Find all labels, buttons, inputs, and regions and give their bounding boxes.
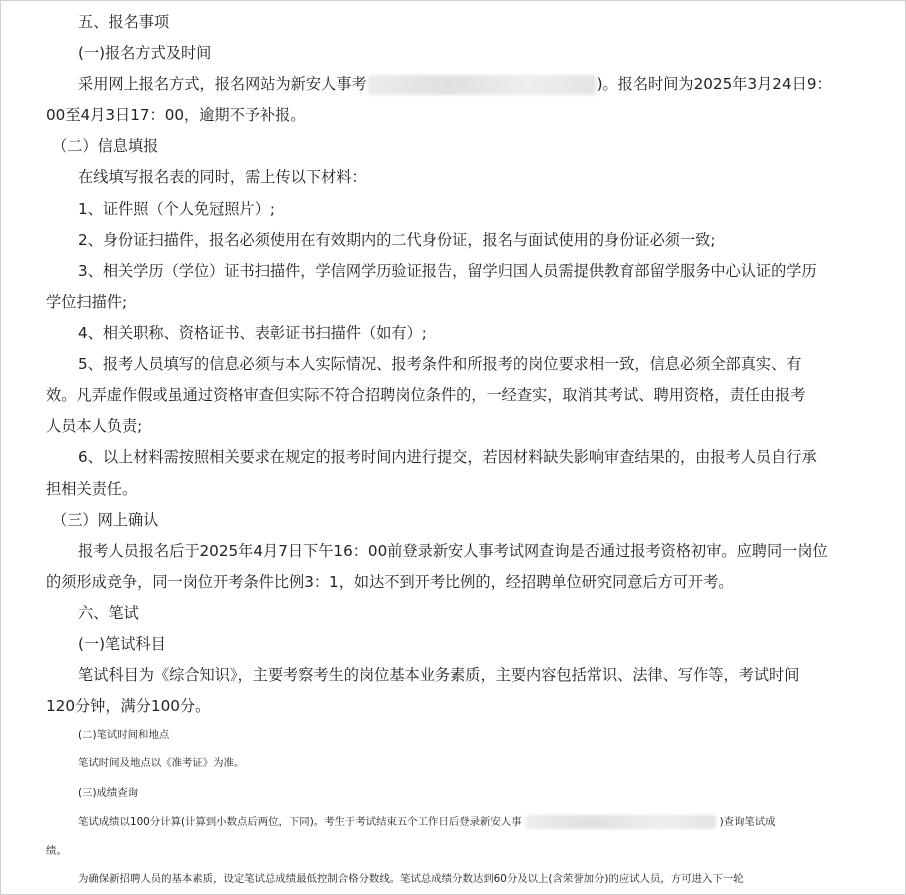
material-item-5-line-3: 人员本人负责; (46, 417, 143, 435)
material-item-6-line-1: 6、以上材料需按照相关要求在规定的报考时间内进行提交，若因材料缺失影响审查结果的，由报考人员自行承 (78, 448, 817, 466)
material-item-5-line-1: 5、报考人员填写的信息必须与本人实际情况、报考条件和所报考的岗位要求相一致，信息必须全部真实、有 (78, 355, 802, 373)
subheading-exam-time-place: (二)笔试时间和地点 (78, 729, 170, 741)
material-item-1: 1、证件照（个人免冠照片）; (78, 200, 276, 218)
redacted-url (368, 75, 596, 95)
confirm-paragraph-line-2: 的须形成竞争，同一岗位开考条件比例3：1，如达不到开考比例的，经招聘单位研究同意后方可开考。 (46, 573, 734, 591)
materials-intro: 在线填写报名表的同时，需上传以下材料： (78, 168, 367, 186)
score-query-line-2: 绩。 (46, 845, 67, 857)
material-item-3-line-2: 学位扫描件; (46, 293, 128, 311)
subheading-registration-method: (一)报名方式及时间 (78, 44, 212, 62)
subheading-info-fill: （二）信息填报 (52, 137, 159, 155)
material-item-6-line-2: 担相关责任。 (46, 480, 138, 498)
material-item-4: 4、相关职称、资格证书、表彰证书扫描件（如有）; (78, 324, 427, 342)
exam-subject-line-1: 笔试科目为《综合知识》，主要考察考生的岗位基本业务素质，主要内容包括常识、法律、写作等，考试时间 (78, 666, 800, 684)
registration-paragraph-line-1 (78, 72, 878, 96)
registration-paragraph-line-2: 00至4月3日17：00，逾期不予补报。 (46, 106, 306, 124)
score-query-line-1 (78, 814, 776, 830)
section-6-heading: 六、笔试 (78, 604, 139, 622)
redacted-url (526, 815, 716, 829)
subheading-online-confirm: （三）网上确认 (52, 511, 159, 529)
text-segment: )查询笔试成 (719, 816, 776, 828)
material-item-2: 2、身份证扫描件，报名必须使用在有效期内的二代身份证，报名与面试使用的身份证必须一致; (78, 231, 716, 249)
subheading-exam-subject: (一)笔试科目 (78, 635, 166, 653)
exam-subject-line-2: 120分钟，满分100分。 (46, 697, 211, 715)
exam-time-place-text: 笔试时间及地点以《准考证》为准。 (78, 757, 245, 769)
min-score-line-1: 为确保新招聘人员的基本素质，设定笔试总成绩最低控制合格分数线。笔试总成绩分数达到60分及以上(含荣誉加分)的应试人员，方可进入下一轮 (78, 873, 744, 885)
material-item-3-line-1: 3、相关学历（学位）证书扫描件，学信网学历验证报告，留学归国人员需提供教育部留学服务中心认证的学历 (78, 262, 817, 280)
text-segment: 笔试成绩以100分计算(计算到小数点后两位，下同)。考生于考试结束五个工作日后登录新安人事 (78, 816, 522, 828)
text-segment: )。报名时间为2025年3月24日9： (596, 75, 832, 93)
subheading-score-query: (三)成绩查询 (78, 787, 139, 799)
confirm-paragraph-line-1: 报考人员报名后于2025年4月7日下午16：00前登录新安人事考试网查询是否通过报考资格初审。应聘同一岗位 (78, 542, 828, 560)
text-segment: 采用网上报名方式，报名网站为新安人事考 (78, 75, 367, 93)
material-item-5-line-2: 效。凡弄虚作假或虽通过资格审查但实际不符合招聘岗位条件的，一经查实，取消其考试、聘用资格，责任由报考 (46, 386, 806, 404)
section-5-heading: 五、报名事项 (78, 13, 170, 31)
